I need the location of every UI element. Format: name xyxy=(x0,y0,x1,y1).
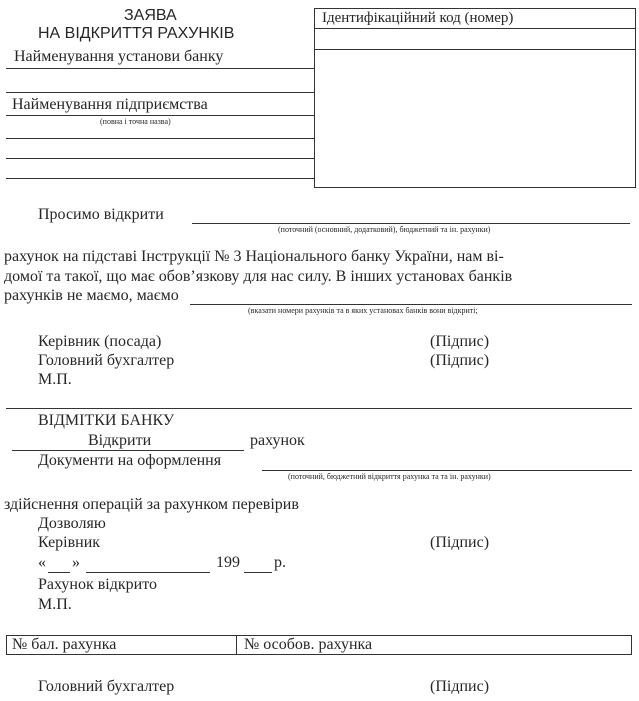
id-code-box xyxy=(314,8,636,188)
documents-label: Документи на оформлення xyxy=(38,452,222,469)
basis-text-line2: домої та такої, що має обов’язкову для нас силу. В інших установах банків xyxy=(4,268,513,285)
year-suffix: р. xyxy=(274,554,286,571)
account-opened-label: Рахунок відкрито xyxy=(38,576,157,593)
form-title-line2: НА ВІДКРИТТЯ РАХУНКІВ xyxy=(38,25,235,42)
basis-text-line1: рахунок на підставі Інструкції № 3 Національного банку України, нам ві- xyxy=(4,248,504,265)
date-day-line xyxy=(48,572,70,573)
open-label: Відкрити xyxy=(88,432,152,449)
id-code-label: Ідентифікаційний код (номер) xyxy=(322,10,514,26)
documents-line xyxy=(262,470,632,471)
enterprise-line-2 xyxy=(6,138,314,139)
date-quote-close: » xyxy=(72,554,80,571)
allow-label: Дозволяю xyxy=(38,515,106,532)
enterprise-name-label: Найменування підприємства xyxy=(12,96,208,113)
id-code-divider xyxy=(314,28,636,29)
personal-account-label: № особов. рахунка xyxy=(244,636,373,653)
bal-account-label: № бал. рахунка xyxy=(12,636,117,653)
bottom-chief-accountant-label: Головний бухгалтер xyxy=(38,678,175,695)
bottom-signature-label: (Підпис) xyxy=(430,678,490,695)
form-title-line1: ЗАЯВА xyxy=(124,7,177,24)
bank-name-line-2 xyxy=(6,92,314,93)
account-types-hint: (поточний (основний, додатковий), бюджетний та ін. рахунки) xyxy=(278,225,491,234)
head-position-label: Керівник (посада) xyxy=(38,333,162,350)
enterprise-line-3 xyxy=(6,158,314,159)
year-prefix: 199 xyxy=(216,554,240,571)
enterprise-name-hint: (повна і точна назва) xyxy=(100,117,171,126)
head-signature-label: (Підпис) xyxy=(430,333,490,350)
date-month-line xyxy=(86,572,210,573)
head-label: Керівник xyxy=(38,534,101,551)
documents-hint: (поточний, бюджетний відкриття рахунка та та ін. рахунки) xyxy=(288,472,491,481)
other-accounts-hint: (вказати номери рахунків та в яких установах банків вони відкриті; xyxy=(248,306,478,315)
operations-checked-label: здійснення операцій за рахунком перевірив xyxy=(4,496,299,513)
id-code-line-2 xyxy=(314,49,636,50)
basis-text-line3: рахунків не маємо, маємо xyxy=(4,287,179,304)
chief-accountant-signature-label: (Підпис) xyxy=(430,352,490,369)
date-quote-open: « xyxy=(38,554,46,571)
request-open-label: Просимо відкрити xyxy=(38,206,164,223)
other-accounts-line xyxy=(190,304,632,305)
date-year-line xyxy=(244,572,272,573)
bank-marks-heading: ВІДМІТКИ БАНКУ xyxy=(38,412,175,429)
bank-name-label: Найменування установи банку xyxy=(14,48,224,65)
open-underline xyxy=(12,450,244,451)
seal-label: М.П. xyxy=(38,371,72,388)
account-types-line xyxy=(192,223,630,224)
chief-accountant-label: Головний бухгалтер xyxy=(38,352,175,369)
enterprise-line-4 xyxy=(6,178,314,179)
seal-2-label: М.П. xyxy=(38,596,72,613)
bank-name-underline xyxy=(6,68,314,69)
head-signature-2-label: (Підпис) xyxy=(430,534,490,551)
bank-marks-separator xyxy=(6,408,632,409)
account-numbers-divider xyxy=(236,635,237,655)
enterprise-name-underline xyxy=(6,115,314,116)
account-word: рахунок xyxy=(250,432,305,449)
